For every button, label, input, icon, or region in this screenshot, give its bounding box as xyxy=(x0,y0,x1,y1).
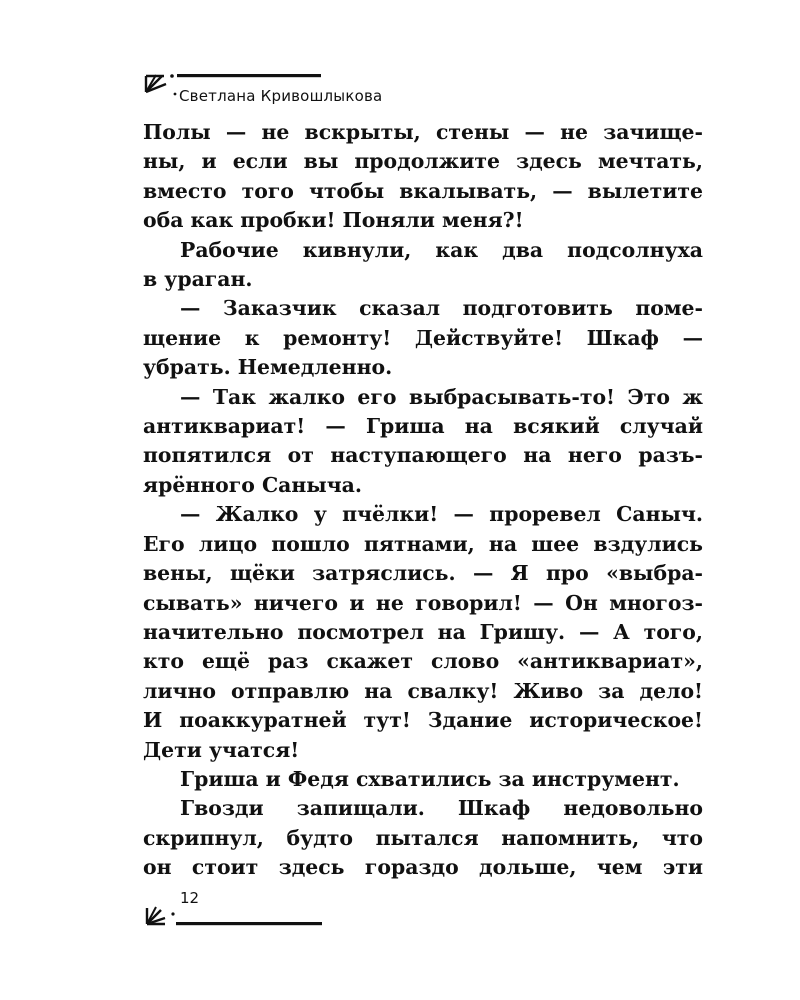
text-line: Полы — не вскрыты, стены — не зачище- xyxy=(143,120,703,144)
text-line: Дети учатся! xyxy=(143,737,300,762)
text-line: скрипнул, будто пытался напомнить, что xyxy=(143,825,703,850)
running-footer xyxy=(144,888,344,936)
text-line: кто ещё раз скажет слово «антиквариат», xyxy=(143,649,703,674)
text-line: сывать» ничего и не говорил! — Он многоз- xyxy=(143,590,703,615)
paragraph xyxy=(143,294,703,382)
text-line: — Заказчик сказал подготовить поме- xyxy=(180,296,703,321)
text-line: вместо того чтобы вкалывать, — вылетите xyxy=(143,178,703,203)
text-line: оба как пробки! Поняли меня?! xyxy=(143,208,524,233)
text-line: И поаккуратней тут! Здание историческое! xyxy=(143,708,703,733)
sun-ray-ornament-icon xyxy=(144,902,329,932)
text-line: Гвозди запищали. Шкаф недовольно xyxy=(180,796,703,821)
running-header xyxy=(144,66,404,110)
text-line: убрать. Немедленно. xyxy=(143,355,393,380)
paragraph xyxy=(143,765,703,794)
author-name: Светлана Кривошлыкова xyxy=(179,87,383,105)
text-line: антиквариат! — Гриша на всякий случай xyxy=(143,414,703,439)
paragraph xyxy=(143,118,703,236)
text-line: лично отправлю на свалку! Живо за дело! xyxy=(143,678,703,703)
text-line: — Так жалко его выбрасывать-то! Это ж xyxy=(180,384,703,409)
text-line: попятился от наступающего на него разъ- xyxy=(143,443,703,468)
text-line: вены, щёки затряслись. — Я про «выбра- xyxy=(143,561,703,586)
paragraph xyxy=(143,794,703,882)
text-line: — Жалко у пчёлки! — проревел Саныч. xyxy=(180,502,703,527)
text-line: начительно посмотрел на Гришу. — А того, xyxy=(143,619,703,644)
page-body-text xyxy=(143,118,703,883)
paragraph xyxy=(143,383,703,501)
text-line: Рабочие кивнули, как два подсолнуха xyxy=(180,237,703,262)
page-number: 12 xyxy=(180,889,200,907)
text-line: щение к ремонту! Действуйте! Шкаф — xyxy=(143,325,703,350)
text-line: ярённого Саныча. xyxy=(143,472,362,497)
paragraph xyxy=(143,236,703,295)
text-line: Его лицо пошло пятнами, на шее вздулись xyxy=(143,531,703,556)
text-line: он стоит здесь гораздо дольше, чем эти xyxy=(143,855,703,880)
paragraph xyxy=(143,500,703,765)
text-line: ны, и если вы продолжите здесь мечтать, xyxy=(143,149,703,174)
text-line: в ураган. xyxy=(143,267,253,292)
text-line: Гриша и Федя схватились за инструмент. xyxy=(180,766,680,791)
